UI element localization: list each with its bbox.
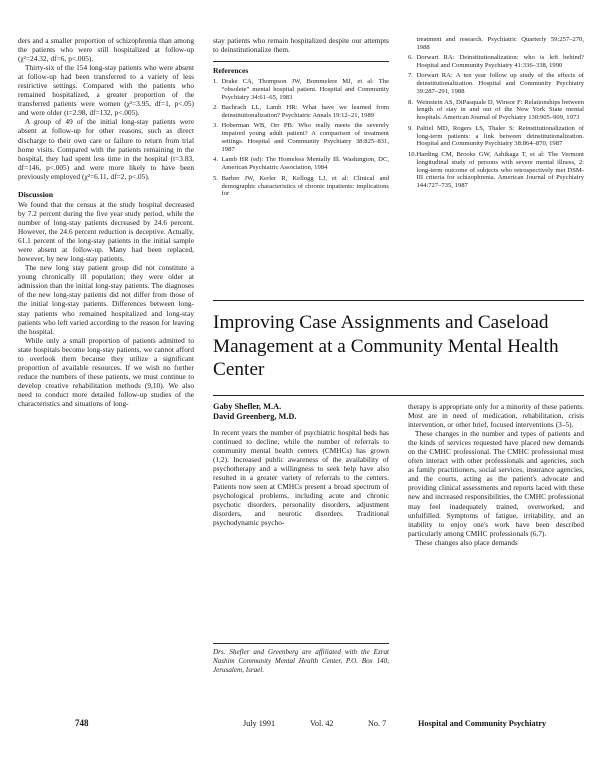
reference-text: Barber JW, Kerler R, Kellogg LJ, et al: Clinical and demographic characteristics of chronic inpatients: implications for: [221, 174, 389, 198]
reference-number: 2.: [213, 104, 218, 112]
issue-date: July 1991: [243, 719, 276, 728]
reference-number: 1.: [213, 78, 218, 86]
reference-text: Weinstein AS, DiPasquale D, Winsor F: Relationships between length of stay in and out of the New York State mental hospitals. American Journal of Psychiatry 130:905–909, 1973: [416, 98, 584, 122]
paragraph: These changes in the number and types of patients and the kinds of services requested have placed new demands on the CMHC professional. The CMHC professional must often interact with other professionals and agencies, such as family practitioners, social services, insurance agencies, and the courts, acting as the patient's advocate and providing clinical assessments and reports laced with these new and increased responsibilities, the CMHC professional may feel inadequately trained, overworked, and unfulfilled. Symptoms of fatigue, irritability, and an inability to enjoy one's work have been described particularly among CMHC professionals (6,7).: [408, 429, 584, 538]
reference-item: [408, 54, 584, 70]
reference-item: [213, 104, 389, 120]
reference-number: 9.: [408, 124, 413, 132]
reference-list-middle: [213, 78, 389, 198]
reference-text: Dorwart RA: A ten year follow up study of the effects of deinstitutionalization. Hospital and Community Psychiatry 39:287–291, 1988: [416, 72, 584, 96]
journal-name: Hospital and Community Psychiatry: [418, 719, 547, 728]
paragraph: The new long stay patient group did not constitute a young chronically ill population; they were older at admission than the initial long-stay patients. The diagnoses of the new long-stay patients did not differ from those of the initial long-stay patients. Differences between long-stay patients who remained hospitalized and long-stay patients who left varied according to the reason for leaving the hospital.: [18, 263, 194, 336]
paragraph-continued: ders and a smaller proportion of schizophrenia than among the patients who were still hospitalized at follow-up (χ²=24.32, df=6, p<.005).: [18, 36, 194, 64]
reference-text: Lamb HR (ed): The Homeless Mentally Ill. Washington, DC, American Psychiatric Association, 1984: [221, 156, 389, 172]
reference-number: 10.: [408, 150, 417, 158]
column-left: [18, 36, 194, 696]
reference-list-right: [408, 36, 584, 190]
page-number: 748: [75, 718, 89, 728]
reference-item: [408, 99, 584, 123]
paragraph: These changes also place demands: [415, 537, 518, 547]
references-heading: References: [213, 66, 249, 76]
references-divider: [213, 61, 389, 62]
paragraph-continued: therapy is appropriate only for a minority of these patients. Most are in need of medication, rehabilitation, crisis intervention, or other brief, focused interventions (3–5).: [408, 402, 584, 430]
author-name-1: Gaby Shefler, M.A.: [213, 402, 282, 411]
reference-text: Drake CA, Thompson JW, Bommelere MJ, et al: The “obsolete” mental hospital patient. Hospital and Community Psychiatry 34:61–65, 1983: [221, 78, 389, 101]
title-rule-top: [213, 300, 584, 301]
paragraph: A group of 49 of the initial long-stay patients were absent at follow-up for other reasons, such as direct discharge to their own care or failure to return from trial home visits. Compared with the patients remaining in the hospital, they had spent less time in the hospital (t=3.83, df=146, p<.005) and were more likely to have been previously employed (χ²=6.11, df=2, p<.05).: [18, 117, 194, 181]
reference-item: [213, 175, 389, 199]
affiliation-text: Drs. Shefler and Greenberg are affiliated with the Ezrat Nashim Community Mental Health Center, P.O. Box 140, Jerusalem, Israel.: [213, 648, 389, 674]
affiliation-note: [213, 643, 389, 674]
author-name-2: David Greenberg, M.D.: [213, 412, 297, 422]
reference-number: 5.: [213, 174, 218, 182]
page-footer: [0, 718, 600, 734]
reference-item: [213, 78, 389, 102]
reference-text: Dorwart RA: Deinstitutionalization: who is left behind? Hospital and Community Psychiatry 41:336–338, 1990: [416, 54, 584, 70]
discussion-heading: Discussion: [18, 189, 54, 199]
article-byline: [213, 402, 389, 422]
reference-text: Harding CM, Brooks GW, Ashikaga T, et al: The Vermont longitudinal study of persons with severe mental illness, 2: long-term outcome of subjects who retrospectively met DSM-III criteria for schizophrenia. American Journal of Psychiatry 144:727–735, 1987: [416, 150, 584, 190]
reference-number: 3.: [213, 122, 218, 130]
paragraph-continued: stay patients who remain hospitalized despite our attempts to deinstitutionalize them.: [213, 36, 389, 55]
reference-number: 6.: [408, 54, 413, 62]
affiliation-divider: [213, 643, 389, 644]
paragraph: We found that the census at the study hospital decreased by 7.2 percent during the five year study period, while the number of long-stay patients decreased by 24.6 percent. However, the 24.6 percent reduction is deceptive. Actually, 61.1 percent of the long-stay patients in the initial sample were absent at follow-up. Many had been replaced, however, by new long-stay patients.: [18, 199, 194, 264]
reference-number: 8.: [408, 98, 413, 106]
reference-item: [213, 122, 389, 154]
reference-text: Paltiel MD, Rogers LS, Thaler S: Reinstitutionalization of long-term patients: a link between deinstitutionalization. Hospital and Community Psychiatry 38:864–870, 1987: [416, 124, 584, 148]
issue-number-label: No. 7: [368, 719, 387, 728]
reference-number: 4.: [213, 156, 218, 164]
new-article-header: [213, 300, 584, 396]
paragraph: In recent years the number of psychiatric hospital beds has continued to decline, while the number of referrals to community mental health centers (CMHCs) has grown (1,2). Increased public awareness of the availability of psychotherapy and a willingness to seek help have also resulted in a greater variety of referrals to the centers. Patients now seen at CMHCs present a broad spectrum of psychological problems, including acute and chronic psychotic disorders, personality disorders, adjustment disorders, and neurotic disorders. Traditional psychodynamic psycho-: [213, 428, 389, 528]
reference-item: [213, 156, 389, 172]
reference-text: treatment and research. Psychiatric Quarterly 59:257–270, 1988: [416, 36, 584, 51]
reference-item: [408, 125, 584, 149]
reference-item: [408, 36, 584, 52]
paragraph: While only a small proportion of patients admitted to state hospitals become long-stay patients, we cannot afford to overlook them because they utilize a significant proportion of available resources. If we wish no further reduce the numbers of these patients, we must continue to develop creative rehabilitation methods (9,10). We also need to conduct more detailed follow-up studies of the characteristics and situations of long-: [18, 335, 194, 408]
new-article-column-b: [408, 402, 584, 702]
new-article-column-a: [213, 428, 389, 628]
reference-text: Bachrach LL, Lamb HR: What have we learned from deinstitutionalization? Psychiatric Annals 19:12–21, 1989: [221, 104, 389, 120]
article-title: Improving Case Assignments and Caseload Management at a Community Mental Health Center: [213, 312, 559, 381]
paragraph: Thirty-six of the 154 long-stay patients who were absent at follow-up had been transferred to a variety of less restrictive settings. Compared with the patients who remained hospitalized, a greater proportion of the transferred patients were women (χ²=3.95, df=1, p<.05) and were older (t=2.98, df=132, p<.005).: [18, 63, 194, 118]
reference-item: [408, 72, 584, 96]
reference-item: [408, 151, 584, 191]
reference-number: 7.: [408, 72, 413, 80]
reference-text: Hoberman WB, Orr PB: Who really meets the severely impaired young adult patient? A comparison of treatment settings. Hospital and Community Psychiatry 38:825–831, 1987: [221, 122, 389, 154]
title-rule-bottom: [213, 395, 584, 396]
volume-label: Vol. 42: [310, 719, 334, 728]
